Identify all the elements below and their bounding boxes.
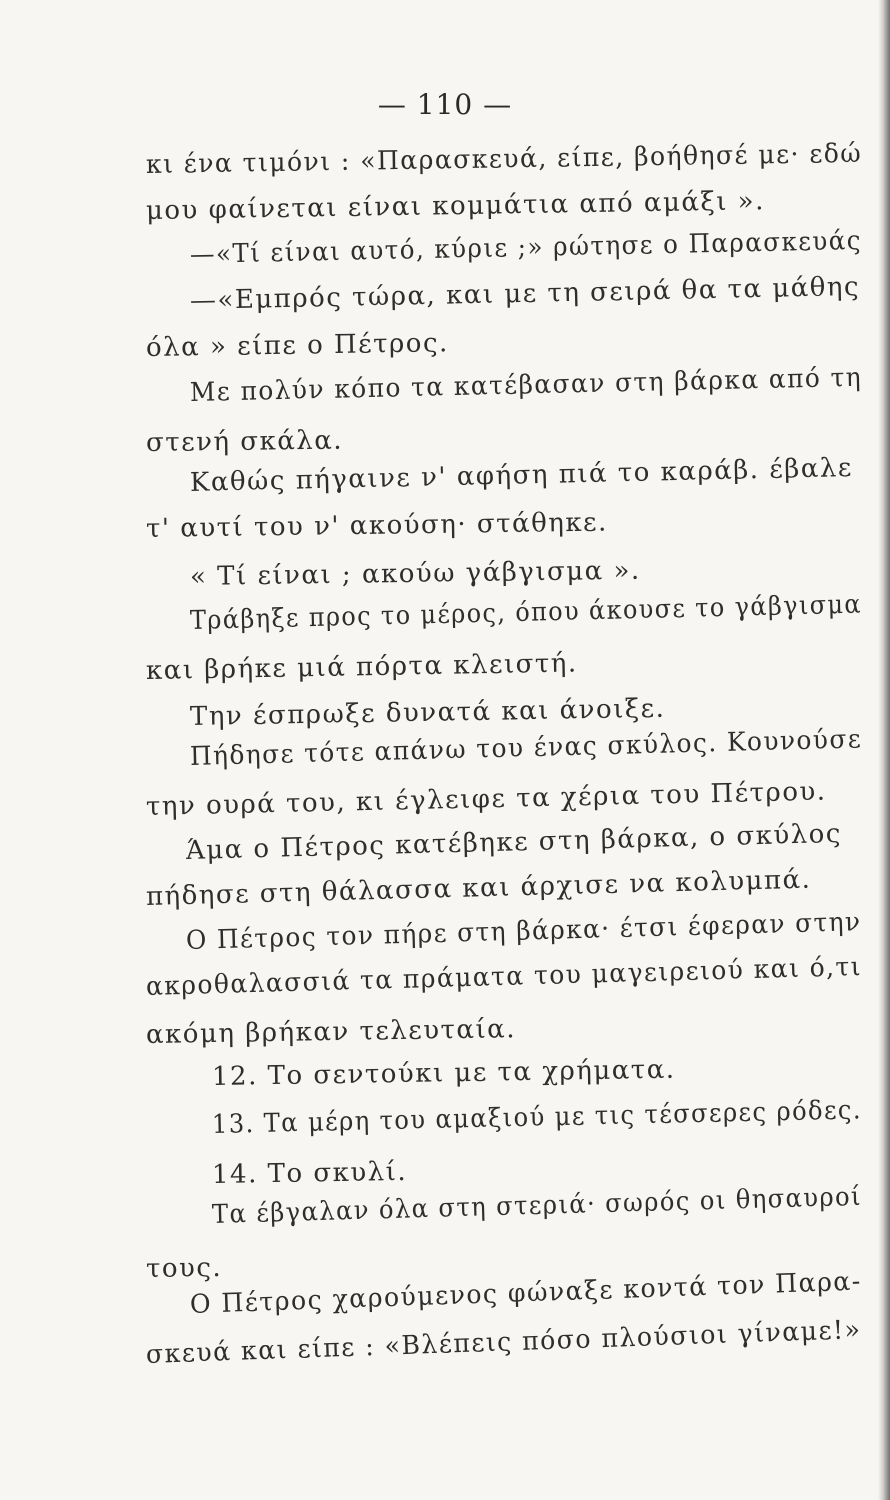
text-line: « Τί είναι ; ακούω γάβγισμα ». bbox=[189, 555, 641, 592]
list-item: 12. Το σεντούκι με τα χρήματα. bbox=[211, 1054, 676, 1092]
text-line: την ουρά του, κι έγλειφε τα χέρια του Πέτρου. bbox=[145, 776, 827, 822]
text-line: όλα » είπε ο Πέτρος. bbox=[145, 328, 450, 363]
text-line: τ' αυτί του ν' ακούση· στάθηκε. bbox=[145, 507, 609, 544]
text-line: —«Εμπρός τώρα, και με τη σειρά θα τα μάθης bbox=[189, 271, 861, 316]
text-line: στενή σκάλα. bbox=[145, 425, 344, 458]
text-line: σκευά και είπε : «Βλέπεις πόσο πλούσιοι γίναμε!» bbox=[145, 1315, 862, 1370]
text-line: και βρήκε μιά πόρτα κλειστή. bbox=[145, 648, 578, 686]
text-line: τους. bbox=[145, 1252, 223, 1284]
text-line: Καθώς πήγαινε ν' αφήση πιά το καράβ. έβαλε bbox=[189, 452, 854, 498]
list-item: 14. Το σκυλί. bbox=[211, 1156, 408, 1190]
text-line: Τα έβγαλαν όλα στη στεριά· σωρός οι θησαυροί bbox=[211, 1181, 863, 1230]
text-line: Ο Πέτρος χαρούμενος φώναξε κοντά τον Παρα- bbox=[189, 1266, 863, 1320]
text-line: Την έσπρωξε δυνατά και άνοιξε. bbox=[189, 693, 666, 732]
text-line: —«Τί είναι αυτό, κύριε ;» ρώτησε ο Παρασκευάς bbox=[189, 225, 863, 270]
text-line: Άμα ο Πέτρος κατέβηκε στη βάρκα, ο σκύλος bbox=[185, 818, 843, 866]
text-line: μου φαίνεται είναι κομμάτια από αμάξι ». bbox=[145, 186, 766, 226]
page-number: — 110 — bbox=[377, 88, 513, 121]
text-line: ακόμη βρήκαν τελευταία. bbox=[145, 1014, 517, 1050]
text-line: Πήδησε τότε απάνω του ένας σκύλος. Κουνούσε bbox=[189, 724, 863, 772]
text-line: πήδησε στη θάλασσα και άρχισε να κολυμπά. bbox=[145, 864, 812, 912]
text-line: ακροθαλασσιά τα πράματα του μαγειρειού και ό,τι bbox=[145, 952, 863, 1002]
text-line: Τράβηξε προς το μέρος, όπου άκουσε το γάβγισμα bbox=[189, 589, 863, 636]
list-item: 13. Τα μέρη του αμαξιού με τις τέσσερες ρόδες. bbox=[211, 1095, 863, 1140]
text-line: Με πολύν κόπο τα κατέβασαν στη βάρκα από τη bbox=[189, 362, 863, 408]
page-edge-shadow bbox=[878, 0, 890, 1500]
text-line: κι ένα τιμόνι : «Παρασκευά, είπε, βοήθησέ με· εδώ bbox=[145, 138, 863, 180]
text-line: Ο Πέτρος τον πήρε στη βάρκα· έτσι έφεραν στην bbox=[185, 907, 862, 956]
